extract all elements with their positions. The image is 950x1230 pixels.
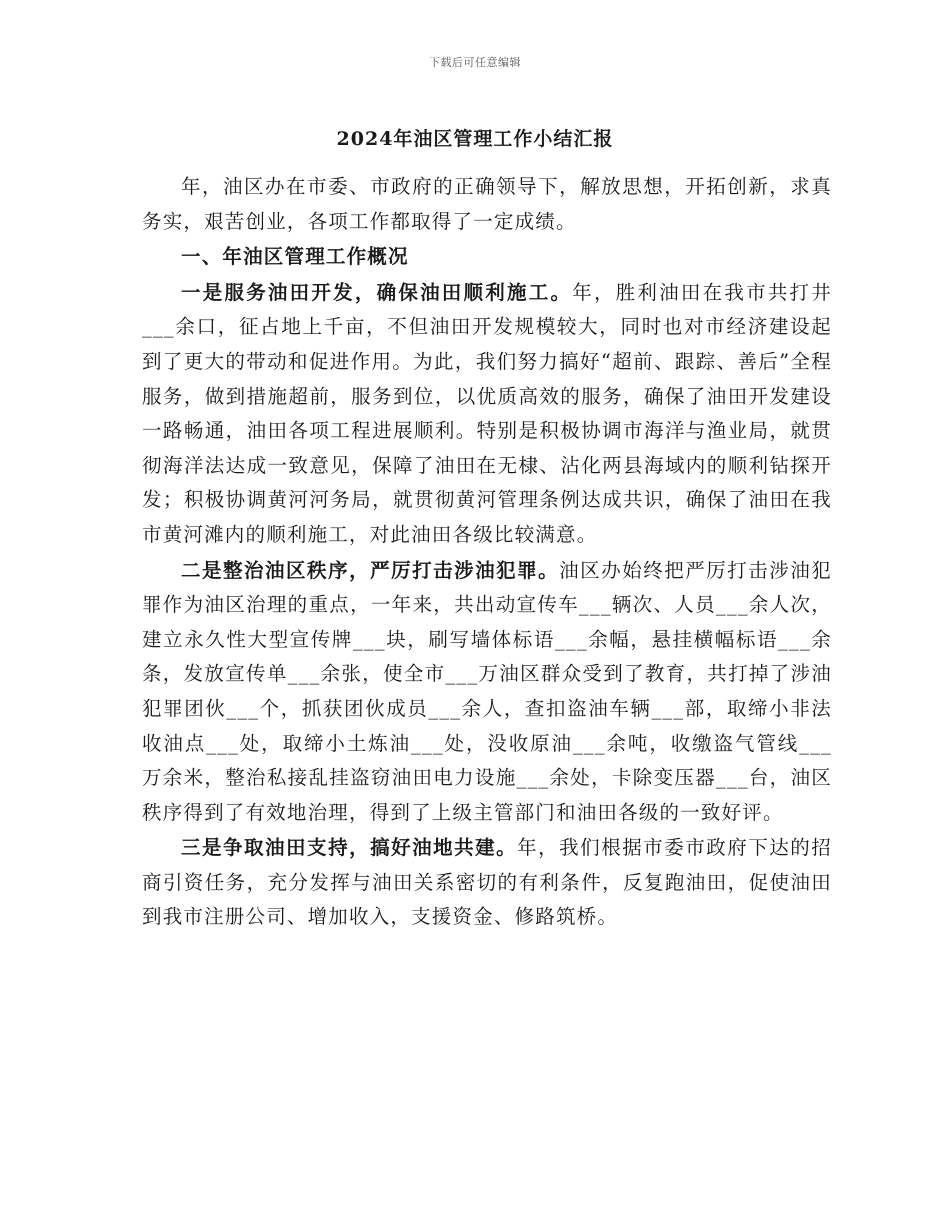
document-body xyxy=(142,170,832,935)
paragraph-lead: 一是服务油田开发，确保油田顺利施工。 xyxy=(181,280,573,304)
paragraph-text: 年，油区办在市委、市政府的正确领导下，解放思想，开拓创新，求真务实，艰苦创业，各项工作都取得了一定成绩。 xyxy=(142,175,832,233)
paragraph-intro xyxy=(142,170,832,239)
paragraph-lead: 二是整治油区秩序，严厉打击涉油犯罪。 xyxy=(181,558,560,582)
document-title: 2024年油区管理工作小结汇报 xyxy=(336,128,614,150)
header-note: 下载后可任意编辑 xyxy=(429,56,521,69)
paragraph-lead: 三是争取油田支持，搞好油地共建。 xyxy=(181,836,518,860)
paragraph-item-1 xyxy=(142,276,832,553)
paragraph-item-2 xyxy=(142,554,832,831)
section-heading: 一、年油区管理工作概况 xyxy=(181,245,409,269)
paragraph-text: 油区办始终把严厉打击涉油犯罪作为油区治理的重点，一年来，共出动宣传车___辆次、人员___余人次，建立永久性大型宣传牌___块，刷写墙体标语___余幅，悬挂横幅标语___余条，发放宣传单___余张，使全市___万油区群众受到了教育，共打掉了涉油犯罪团伙___个，抓获团伙成员___余人，查扣盗油车辆___部，取缔小非法收油点___处，取缔小土炼油___处，没收原油___余吨，收缴盗气管线___万余米，整治私接乱挂盗窃油田电力设施___余处，卡除变压器___台，油区秩序得到了有效地治理，得到了上级主管部门和油田各级的一致好评。 xyxy=(142,558,832,824)
paragraph-text: 年，胜利油田在我市共打井___余口，征占地上千亩，不但油田开发规模较大，同时也对市经济建设起到了更大的带动和促进作用。为此，我们努力搞好“超前、跟踪、善后”全程服务，做到措施超前，服务到位，以优质高效的服务，确保了油田开发建设一路畅通，油田各项工程进展顺利。特别是积极协调市海洋与渔业局，就贯彻海洋法达成一致意见，保障了油田在无棣、沾化两县海域内的顺利钻探开发；积极协调黄河河务局，就贯彻黄河管理条例达成共识，确保了油田在我市黄河滩内的顺利施工，对此油田各级比较满意。 xyxy=(142,280,832,546)
paragraph-text: 年，我们根据市委市政府下达的招商引资任务，充分发挥与油田关系密切的有利条件，反复跑油田，促使油田到我市注册公司、增加收入，支援资金、修路筑桥。 xyxy=(142,836,832,929)
paragraph-item-3 xyxy=(142,831,832,935)
